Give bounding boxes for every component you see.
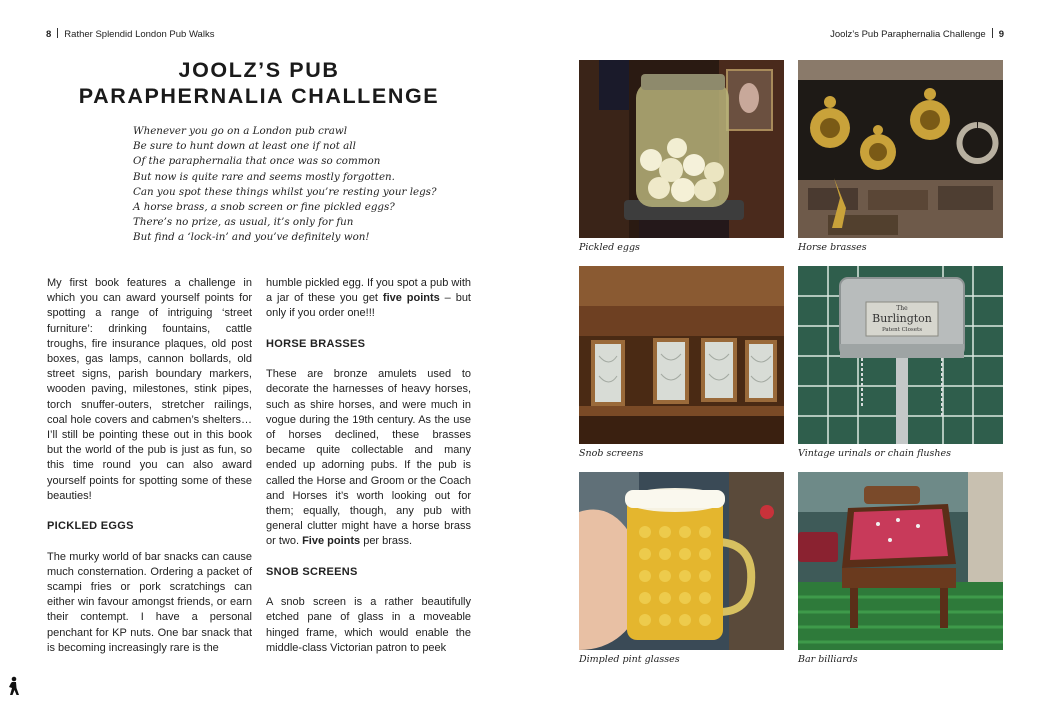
running-head-left — [46, 28, 214, 40]
page-number: 9 — [998, 29, 1004, 40]
page-number: 8 — [46, 29, 52, 40]
bar-billiards-table-icon — [798, 472, 1003, 650]
photo-caption: Pickled eggs — [579, 242, 640, 253]
chain-flush-cistern-icon — [798, 266, 1003, 444]
snob-screens-photo — [579, 266, 784, 444]
title-line: JOOLZ’S PUB — [178, 58, 340, 82]
photo-caption: Horse brasses — [798, 242, 867, 253]
intro-paragraph: My first book features a challenge in which you can award yourself points for spotting a range of intriguing ‘street furniture’: drinking fountains, cattle troughs, fire insurance plaques, old post boxes, gas lamps, cannon bollards, old street signs, parish boundary markers, wooden paving, milestones, stink pipes, torch snuffer-outers, stretcher railings, coal hole covers and cabmen’s shelters… I’ll still be pointing these out in this book but the world of the pub is just as fun, so this time round you can also award yourself points for spotting some of these beauties! — [47, 277, 252, 502]
page-title — [46, 57, 472, 109]
text-run: humble pickled egg. If you spot a pub with a jar of these you get — [266, 277, 471, 305]
photo-caption: Dimpled pint glasses — [579, 654, 680, 665]
chapter-title: Joolz’s Pub Paraphernalia Challenge — [830, 29, 986, 40]
pickled-eggs-photo — [579, 60, 784, 238]
pint-glass-photo — [579, 472, 784, 650]
cistern-label-line: Burlington — [872, 312, 932, 325]
poem-line: There’s no prize, as usual, it’s only for fun — [133, 216, 354, 229]
photo-caption: Vintage urinals or chain flushes — [798, 448, 951, 459]
poem-line: Be sure to hunt down at least one if not all — [133, 140, 356, 153]
text-run: per brass. — [360, 535, 413, 548]
points-emphasis: five points — [382, 292, 440, 305]
cistern-label-line: Patent Closets — [881, 327, 923, 333]
horse-brasses-photo — [798, 60, 1003, 238]
walking-man-icon — [6, 676, 20, 696]
poem-line: But now is quite rare and seems mostly forgotten. — [133, 170, 395, 183]
text-column-2 — [266, 276, 471, 671]
text-run: – but only if you order one!!! — [266, 292, 471, 320]
section-heading-pickled-eggs: PICKLED EGGS — [47, 520, 134, 533]
photo-caption: Bar billiards — [798, 654, 858, 665]
chain-flush-photo — [798, 266, 1003, 444]
text-run: These are bronze amulets used to decorate the harnesses of heavy horses, such as shire horses, and were much in vogue during the 19th century. As the use of horses declined, these brasses became quite collectable and many ended up adorning pubs. If the pub is called the Horse and Groom or the Coach and Horses it’s worth looking out for them; equally, though, any pub with general clutter might have a horse brass or two. — [266, 368, 471, 548]
poem-line: Of the paraphernalia that once was so common — [133, 155, 381, 168]
dimpled-pint-glass-icon — [579, 472, 784, 650]
pickled-eggs-continued — [266, 276, 471, 322]
photo-caption: Snob screens — [579, 448, 644, 459]
snob-screens-icon — [579, 266, 784, 444]
snob-screens-paragraph: A snob screen is a rather beautifully etched pane of glass in a moveable hinged frame, which would enable the middle-class Victorian patron to peek — [266, 596, 471, 654]
horse-brasses-paragraph — [266, 367, 471, 549]
poem-line: A horse brass, a snob screen or fine pickled eggs? — [133, 201, 395, 214]
text-column-1 — [47, 276, 252, 671]
separator — [992, 28, 993, 38]
poem-line: Whenever you go on a London pub crawl — [133, 125, 348, 137]
bar-billiards-photo — [798, 472, 1003, 650]
title-line: PARAPHERNALIA CHALLENGE — [78, 84, 440, 108]
running-head-right — [830, 28, 1004, 40]
poem-line: Can you spot these things whilst you’re resting your legs? — [133, 185, 437, 198]
horse-brasses-icon — [798, 60, 1003, 238]
separator — [57, 28, 58, 38]
points-emphasis: Five points — [302, 535, 361, 548]
section-heading-snob-screens: SNOB SCREENS — [266, 565, 358, 578]
poem-line: But find a ‘lock-in’ and you’ve definitely won! — [133, 231, 370, 244]
pickled-eggs-jar-icon — [579, 60, 784, 238]
section-heading-horse-brasses: HORSE BRASSES — [266, 337, 366, 350]
pickled-eggs-paragraph: The murky world of bar snacks can cause much consternation. Ordering a packet of scampi fries or pork scratchings can either win favour amongst friends, or earn their contempt. I have a personal penchant for KP nuts. One bar snack that is becoming increasingly rare is the — [47, 550, 252, 654]
cistern-label-line: The — [896, 305, 908, 312]
poem — [133, 124, 436, 246]
book-title: Rather Splendid London Pub Walks — [64, 29, 215, 40]
